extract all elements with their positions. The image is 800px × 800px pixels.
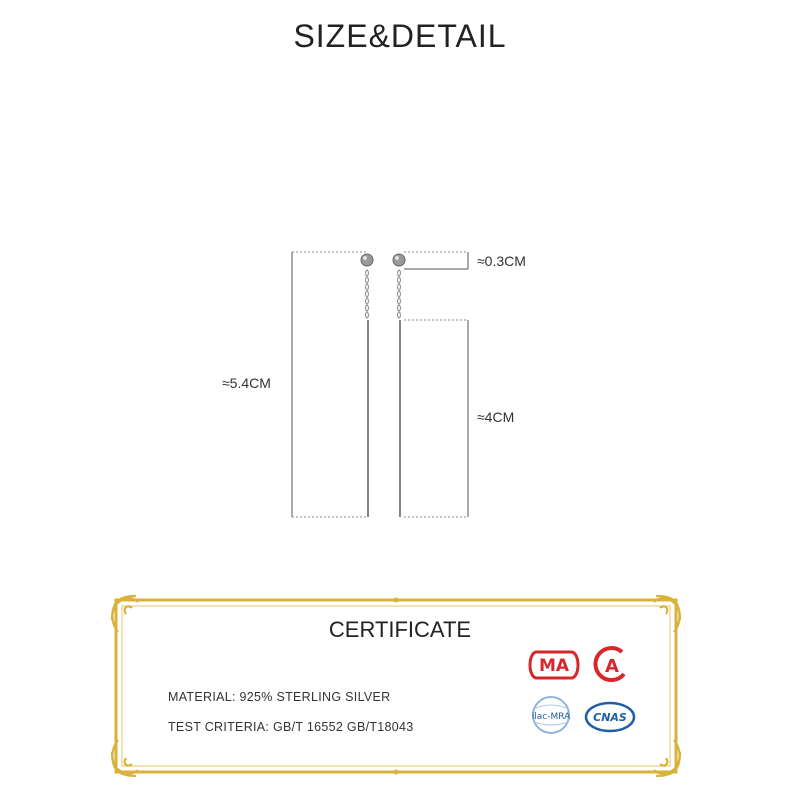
cma-logo — [526, 648, 582, 682]
certificate-title: CERTIFICATE — [328, 617, 472, 642]
total-length-bracket — [292, 252, 366, 517]
right-earring — [393, 254, 405, 517]
left-earring — [361, 254, 373, 517]
page-title: SIZE&DETAIL — [293, 18, 507, 54]
stud-height-label: ≈0.3CM — [477, 253, 526, 269]
ilac-mra-logo — [526, 694, 576, 740]
cnas-logo-text: CNAS — [593, 711, 627, 724]
cal-logo-text: A — [605, 656, 619, 677]
stud-height-bracket — [404, 252, 468, 269]
ilac-mra-logo-text: ilac-MRA — [531, 712, 571, 722]
bar-length-bracket — [404, 320, 468, 517]
total-length-label: ≈5.4CM — [222, 375, 271, 391]
material-text: MATERIAL: 925% STERLING SILVER — [168, 690, 391, 704]
bar-length-label: ≈4CM — [477, 409, 515, 425]
cnas-logo — [584, 700, 636, 734]
cal-logo — [588, 644, 634, 684]
cma-logo-text: MA — [538, 656, 570, 676]
test-criteria-text: TEST CRITERIA: GB/T 16552 GB/T18043 — [168, 720, 414, 734]
